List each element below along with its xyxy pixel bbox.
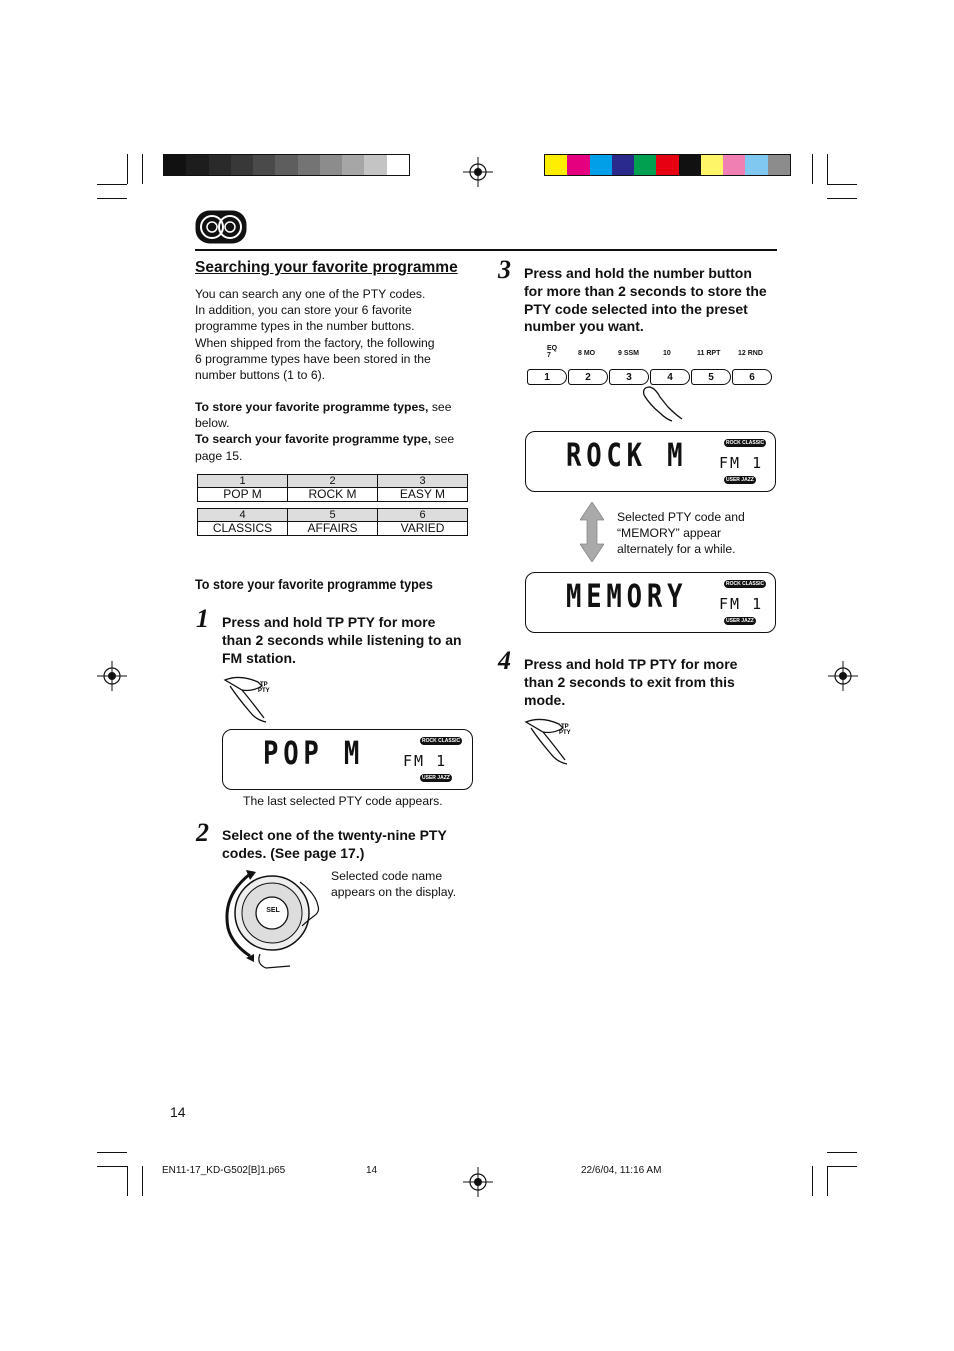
registration-target-icon (463, 1167, 493, 1197)
lcd-eq-tags: USER JAZZ (726, 477, 754, 483)
page-number: 14 (170, 1104, 186, 1120)
registration-target-icon (97, 661, 127, 691)
crop-mark (97, 1152, 127, 1153)
color-swatch (231, 155, 253, 175)
finger-press-button-icon (640, 383, 685, 423)
lcd-display-pop (222, 729, 473, 790)
finger-press-tp-pty-icon (523, 714, 583, 766)
button-label: 8 MO (578, 350, 596, 357)
color-swatch (253, 155, 275, 175)
crop-mark (827, 184, 857, 185)
lcd-eq-tags: ROCK CLASSIC (726, 581, 765, 587)
lcd-eq-tags: USER JAZZ (422, 775, 450, 781)
footer-date: 22/6/04, 11:16 AM (581, 1165, 662, 1176)
color-swatch (590, 155, 612, 175)
footer-page: 14 (366, 1165, 378, 1176)
lcd-display-memory (525, 572, 776, 633)
registration-target-icon (828, 661, 858, 691)
crop-mark (97, 184, 127, 185)
crop-mark (812, 1166, 813, 1196)
preset-button-6[interactable]: 6 (732, 369, 772, 385)
crop-mark (827, 1166, 857, 1167)
svg-text:TP: TP (260, 682, 268, 688)
lcd-main-text: POP M (263, 734, 365, 772)
color-swatch (745, 155, 767, 175)
step-4-number: 4 (498, 646, 511, 675)
step-4-text: Press and hold TP PTY for more than 2 seconds to exit from this mode. (524, 656, 738, 708)
color-swatch (701, 155, 723, 175)
footer-file: EN11-17_KD-G502[B]1.p65 (162, 1165, 286, 1176)
step-1-number: 1 (196, 604, 209, 633)
step-2-text: Select one of the twenty-nine PTY codes. (See page 17.) (222, 827, 447, 861)
lcd-display-rock (525, 431, 776, 492)
preset-button-4[interactable]: 4 (650, 369, 690, 385)
step-3-text: Press and hold the number button for more than 2 seconds to store the PTY code selected into the preset number you want. (524, 265, 767, 335)
button-label: 11 RPT (697, 350, 721, 357)
color-swatch (723, 155, 745, 175)
preset-button-2[interactable]: 2 (568, 369, 608, 385)
crop-mark (142, 1166, 143, 1196)
crop-mark (127, 1166, 128, 1196)
color-swatch (320, 155, 342, 175)
reference-text: To store your favorite programme types, see below. To search your favorite programme type, see page 15. (195, 400, 455, 463)
color-swatch (164, 155, 186, 175)
button-label: 12 RND (738, 350, 763, 357)
color-swatch (545, 155, 567, 175)
lcd-eq-tags: ROCK CLASSIC (726, 440, 765, 446)
lcd-band: FM 1 (403, 752, 448, 770)
color-swatch (679, 155, 701, 175)
crop-mark (97, 198, 127, 199)
sel-knob-label: SEL (266, 907, 280, 914)
intro-text: You can search any one of the PTY codes. In addition, you can store your 6 favorite programme types in the number buttons. When shipped from the factory, the following 6 programme types have been stored in the number buttons (1 to 6). (195, 287, 435, 383)
sel-knob-icon (220, 866, 325, 971)
section-title: Searching your favorite programme (195, 259, 458, 276)
finger-press-tp-pty-icon (222, 672, 282, 724)
step-1-caption: The last selected PTY code appears. (243, 794, 443, 808)
color-swatch (275, 155, 297, 175)
color-swatch (656, 155, 678, 175)
color-swatch (768, 155, 790, 175)
preset-button-3[interactable]: 3 (609, 369, 649, 385)
grayscale-bar (163, 154, 410, 176)
lcd-band: FM 1 (719, 454, 764, 472)
crop-mark (827, 1152, 857, 1153)
lcd-eq-tags: USER JAZZ (726, 618, 754, 624)
lcd-main-text: ROCK M (566, 436, 688, 474)
color-swatch (567, 155, 589, 175)
pty-table-1: 1 2 3 POP M ROCK M EASY M (197, 474, 468, 502)
rds-logo-icon (195, 210, 247, 244)
crop-mark (827, 198, 857, 199)
lcd-main-text: MEMORY (566, 577, 688, 615)
pty-table-2: 4 5 6 CLASSICS AFFAIRS VARIED (197, 508, 468, 536)
lcd-band: FM 1 (719, 595, 764, 613)
color-swatch (634, 155, 656, 175)
button-label: EQ 7 (547, 345, 558, 359)
color-swatch (209, 155, 231, 175)
color-swatch (612, 155, 634, 175)
color-swatch (298, 155, 320, 175)
color-bar (544, 154, 791, 176)
crop-mark (142, 154, 143, 184)
svg-text:PTY: PTY (559, 730, 571, 736)
color-swatch (387, 155, 409, 175)
step-1-text: Press and hold TP PTY for more than 2 seconds while listening to an FM station. (222, 614, 462, 666)
color-swatch (186, 155, 208, 175)
preset-button-5[interactable]: 5 (691, 369, 731, 385)
crop-mark (812, 154, 813, 184)
alternate-arrow-icon (580, 502, 604, 562)
button-label: 10 (663, 350, 671, 357)
step-2-caption: Selected code name appears on the display. (331, 869, 457, 899)
registration-target-icon (463, 157, 493, 187)
crop-mark (827, 1166, 828, 1196)
lcd-eq-tags: ROCK CLASSIC (422, 738, 461, 744)
step-2-number: 2 (196, 818, 209, 847)
button-label: 9 SSM (618, 350, 640, 357)
color-swatch (364, 155, 386, 175)
crop-mark (97, 1166, 127, 1167)
color-swatch (342, 155, 364, 175)
crop-mark (127, 154, 128, 184)
header-rule (195, 249, 777, 251)
subsection-title: To store your favorite programme types (195, 576, 433, 592)
svg-text:PTY: PTY (258, 688, 270, 694)
svg-text:TP: TP (561, 724, 569, 730)
step-3-caption: Selected PTY code and “MEMORY” appear alternately for a while. (617, 510, 745, 556)
preset-button-1[interactable]: 1 (527, 369, 567, 385)
crop-mark (827, 154, 828, 184)
step-3-number: 3 (498, 255, 511, 284)
